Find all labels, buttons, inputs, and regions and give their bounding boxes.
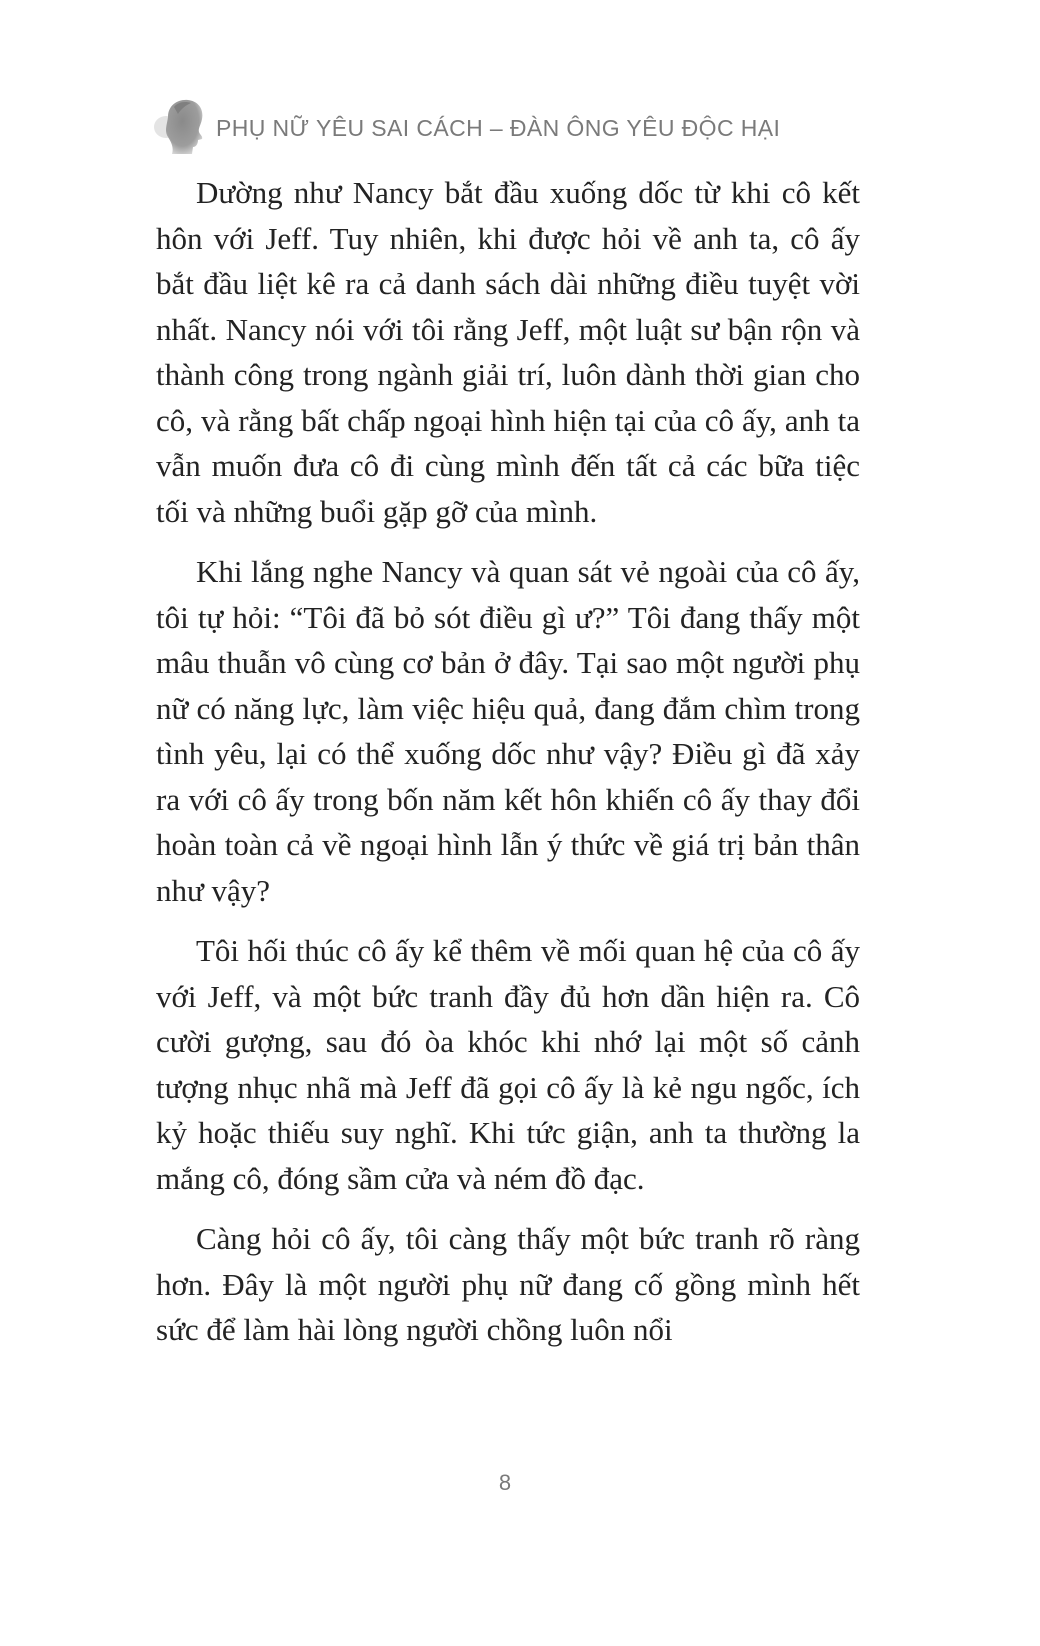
page-number: 8 — [498, 1470, 512, 1495]
paragraph-2: Khi lắng nghe Nancy và quan sát vẻ ngoài của cô ấy, tôi tự hỏi: “Tôi đã bỏ sót điều gì ư?” Tôi đang thấy một mâu thuẫn vô cùng cơ bản ở đây. Tại sao một người phụ nữ có năng lực, làm việc hiệu quả, đang đắm chìm trong tình yêu, lại có thể xuống dốc như vậy? Điều gì đã xảy ra với cô ấy trong bốn năm kết hôn khiến cô ấy thay đổi hoàn toàn cả về ngoại hình lẫn ý thức về giá trị bản thân như vậy? — [156, 554, 860, 908]
paragraph-3: Tôi hối thúc cô ấy kể thêm về mối quan hệ của cô ấy với Jeff, và một bức tranh đầy đủ hơn dần hiện ra. Cô cười gượng, sau đó òa khóc khi nhớ lại một số cảnh tượng nhục nhã mà Jeff đã gọi cô ấy là kẻ ngu ngốc, ích kỷ hoặc thiếu suy nghĩ. Khi tức giận, anh ta thường la mắng cô, đóng sầm cửa và ném đồ đạc. — [156, 933, 860, 1196]
woman-silhouette-icon — [148, 97, 210, 155]
paragraph-4: Càng hỏi cô ấy, tôi càng thấy một bức tranh rõ ràng hơn. Đây là một người phụ nữ đang cố gồng mình hết sức để làm hài lòng người chồng luôn nổi — [156, 1221, 860, 1347]
running-head-title: PHỤ NỮ YÊU SAI CÁCH – ĐÀN ÔNG YÊU ĐỘC HẠI — [216, 114, 781, 141]
paragraph-1: Dường như Nancy bắt đầu xuống dốc từ khi cô kết hôn với Jeff. Tuy nhiên, khi được hỏi về anh ta, cô ấy bắt đầu liệt kê ra cả danh sách dài những điều tuyệt vời nhất. Nancy nói với tôi rằng Jeff, một luật sư bận rộn và thành công trong ngành giải trí, luôn dành thời gian cho cô, và rằng bất chấp ngoại hình hiện tại của cô ấy, anh ta vẫn muốn đưa cô đi cùng mình đến tất cả các bữa tiệc tối và những buổi gặp gỡ của mình. — [156, 175, 860, 529]
body-text — [156, 170, 860, 1353]
running-head — [148, 96, 780, 156]
